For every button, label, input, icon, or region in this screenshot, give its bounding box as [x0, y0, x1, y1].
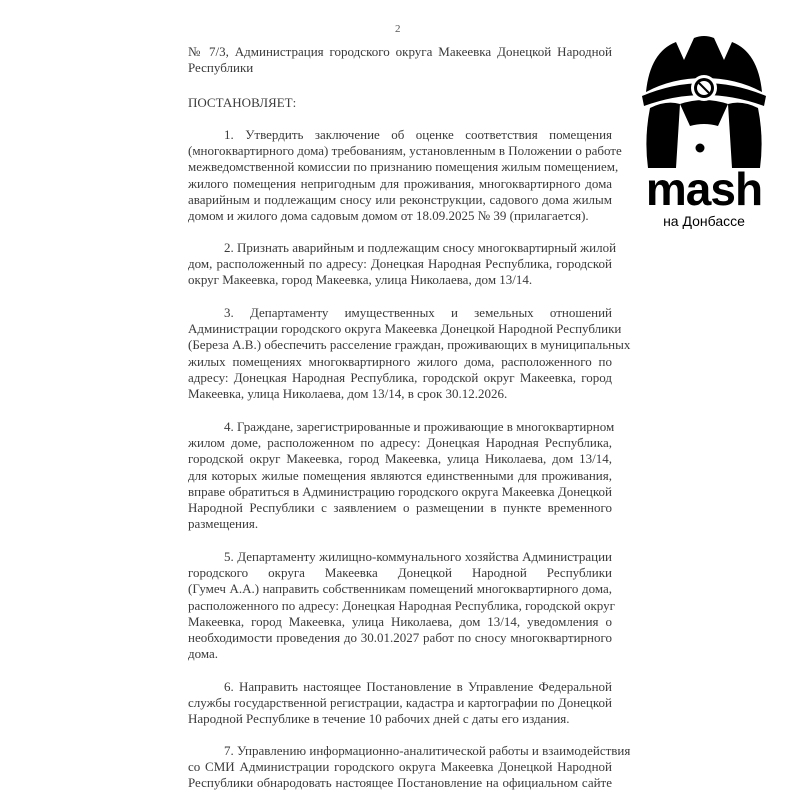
line-text: 7. Управлению информационно-аналитической работы и взаимодействия: [224, 743, 631, 758]
line-text: для которых жилые помещения являются единственными для проживания,: [188, 467, 612, 483]
line-text: Республики: [188, 60, 254, 76]
paragraph-5-line: [188, 597, 615, 614]
line-text: (многоквартирного дома) требованиям, установленным в Положении о работе: [188, 143, 622, 159]
line-text: № 7/3, Администрация городского округа Макеевка Донецкой Народной: [188, 44, 612, 59]
line-text: аварийным и подлежащим сносу или реконструкции, садового дома жилым: [188, 191, 612, 207]
paragraph-7-line: [188, 759, 612, 775]
line-text: Администрации городского округа Макеевка Донецкой Народной Республики: [188, 321, 622, 337]
line-text: расположенного по адресу: Донецкая Народная Республика, городской округ: [188, 597, 615, 613]
paragraph-3-line: [224, 305, 612, 321]
line-text: Макеевка, улица Николаева, дом 13/14, в срок 30.12.2026.: [188, 385, 508, 401]
paragraph-2-line: [188, 272, 612, 288]
line-text: службы государственной регистрации, кадастра и картографии по Донецкой: [188, 695, 612, 711]
line-text: дома.: [188, 646, 219, 662]
paragraph-5-line: [224, 549, 612, 565]
line-text: со СМИ Администрации городского округа Макеевка Донецкой Народной: [188, 759, 612, 775]
paragraph-3-line: [188, 386, 612, 402]
resolution-heading: ПОСТАНОВЛЯЕТ:: [188, 95, 297, 110]
line-text: межведомственной комиссии по признанию помещения жилым помещением,: [188, 159, 619, 175]
paragraph-1-line: [224, 127, 612, 143]
line-text: жилом доме, расположенном по адресу: Донецкая Народная Республика,: [188, 435, 612, 451]
paragraph-4-line: [188, 484, 612, 500]
paragraph-1-line: [188, 159, 619, 175]
paragraph-3-line: [188, 321, 622, 337]
paragraph-3-line: [188, 370, 612, 386]
line-text: (Береза А.В.) обеспечить расселение граждан, проживающих в муниципальных: [188, 337, 631, 353]
paragraph-4: [188, 419, 615, 532]
paragraph-6-line: [224, 679, 612, 695]
paragraph-7-line: [188, 775, 612, 791]
paragraph-3: [188, 305, 631, 402]
line-text: 3. Департаменту имущественных и земельных отношений: [224, 305, 612, 320]
mash-logo-watermark: [636, 30, 771, 235]
document-line: [188, 44, 612, 60]
paragraph-6: [188, 679, 612, 728]
paragraph-4-line: [188, 500, 612, 516]
paragraph-4-line: [224, 419, 615, 435]
line-text: 5. Департаменту жилищно-коммунального хозяйства Администрации: [224, 549, 612, 564]
paragraph-1-line: [188, 192, 612, 208]
paragraph-1: [188, 127, 622, 224]
paragraph-3-line: [188, 354, 612, 370]
logo-subtitle-text: на Донбассе: [663, 213, 745, 229]
paragraph-6-line: [188, 695, 612, 711]
line-text: Народной Республики с заявлением о размещении в пункте временного: [188, 499, 612, 515]
paragraph-2-line: [188, 256, 612, 272]
line-text: вправе обратиться в Администрацию городского округа Макеевка Донецкой: [188, 483, 612, 499]
paragraph-1-line: [188, 143, 622, 159]
paragraph-5-line: [188, 565, 612, 581]
paragraph-1-line: [188, 208, 612, 224]
line-text: (Гумеч А.А.) направить собственникам помещений многоквартирного дома,: [188, 581, 612, 597]
line-text: 6. Направить настоящее Постановление в Управление Федеральной: [224, 679, 612, 694]
line-text: дом, расположенный по адресу: Донецкая Народная Республика, городской: [188, 256, 612, 272]
paragraph-2-line: [224, 240, 617, 256]
line-text: 1. Утвердить заключение об оценке соответствия помещения: [224, 127, 612, 142]
line-text: необходимости проведения до 30.01.2027 работ по сносу многоквартирного: [188, 629, 612, 645]
paragraph-4-line: [188, 468, 612, 484]
paragraph-3-line: [188, 337, 631, 353]
logo-brand-text: mash: [645, 163, 763, 215]
line-text: 2. Признать аварийным и подлежащим сносу многоквартирный жилой: [224, 240, 617, 255]
paragraph-5: [188, 549, 615, 662]
paragraph-4-line: [188, 435, 612, 451]
line-text: округ Макеевка, город Макеевка, улица Николаева, дом 13/14.: [188, 272, 533, 288]
paragraph-4-line: [188, 516, 612, 532]
line-text: городского округа Макеевка Донецкой Народной Республики: [188, 565, 612, 581]
document-line: [188, 60, 612, 76]
paragraph-5-line: [188, 630, 612, 646]
paragraph-5-line: [188, 646, 612, 662]
line-text: жилых помещениях многоквартирного жилого дома, расположенного по: [188, 353, 612, 369]
line-text: домом и жилого дома садовым домом от 18.09.2025 № 39 (прилагается).: [188, 207, 589, 223]
miner-helmet-m-icon: [642, 36, 766, 168]
line-text: Республики обнародовать настоящее Постановление на официальном сайте: [188, 775, 612, 791]
line-text: Макеевка, город Макеевка, улица Николаева, дом 13/14, уведомления о: [188, 613, 612, 629]
line-text: Народной Республике в течение 10 рабочих дней с даты его издания.: [188, 711, 570, 727]
paragraph-1-line: [188, 176, 612, 192]
paragraph-2: [188, 240, 617, 289]
page-number: 2: [395, 23, 401, 35]
paragraph-6-line: [188, 711, 612, 727]
paragraph-5-line: [188, 581, 612, 597]
line-text: размещения.: [188, 516, 259, 532]
line-text: городской округ Макеевка, город Макеевка, улица Николаева, дом 13/14,: [188, 451, 612, 467]
line-text: 4. Граждане, зарегистрированные и проживающие в многоквартирном: [224, 419, 615, 434]
line-text: жилого помещения непригодным для проживания, многоквартирного дома: [188, 175, 612, 191]
paragraph-4-line: [188, 451, 612, 467]
paragraph-5-line: [188, 614, 612, 630]
document-header-paragraph: [188, 44, 612, 76]
paragraph-7-line: [224, 743, 631, 759]
paragraph-7: [188, 743, 631, 792]
line-text: адресу: Донецкая Народная Республика, городской округ Макеевка, город: [188, 369, 612, 385]
